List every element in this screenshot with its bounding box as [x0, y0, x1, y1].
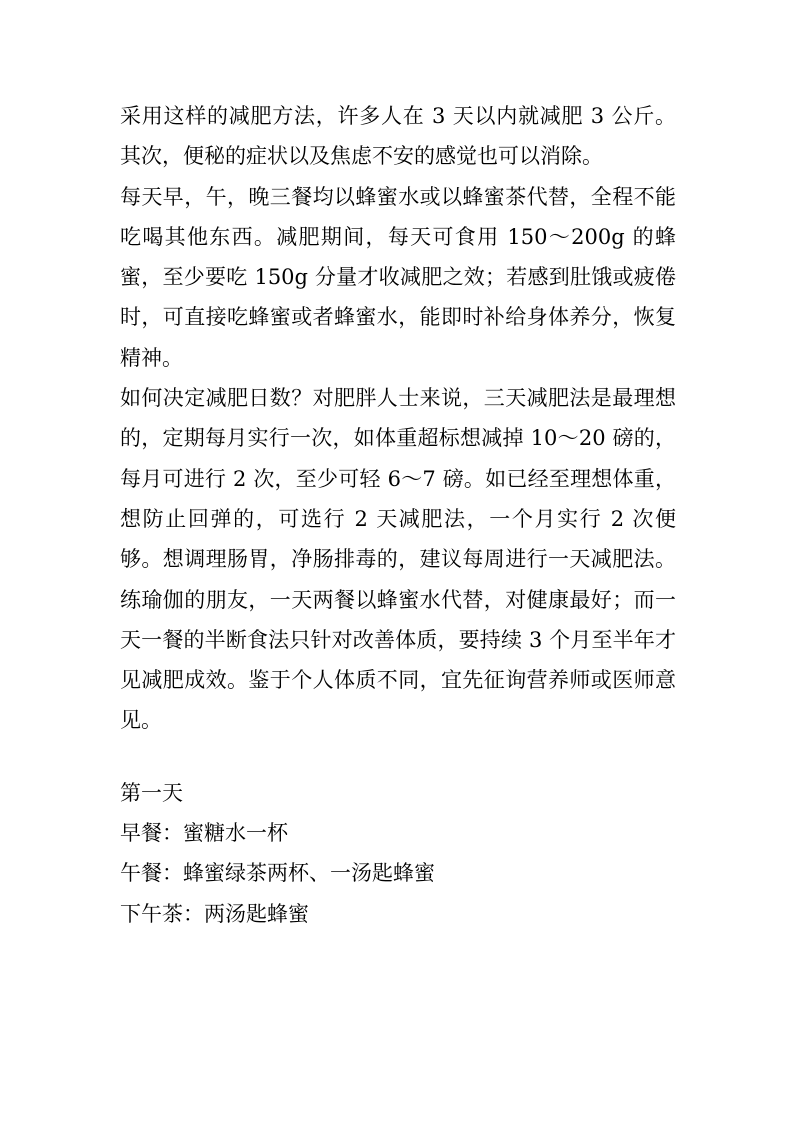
- meal-lunch: 午餐：蜂蜜绿茶两杯、一汤匙蜂蜜: [120, 861, 435, 886]
- paragraph-intro: 采用这样的减肥方法，许多人在 3 天以内就减肥 3 公斤。其次，便秘的症状以及焦虑不安的感觉也可以消除。: [120, 104, 676, 169]
- paragraph-method: 每天早，午，晚三餐均以蜂蜜水或以蜂蜜茶代替，全程不能吃喝其他东西。减肥期间，每天可食用 150～200g 的蜂蜜，至少要吃 150g 分量才收减肥之效；若感到肚饿或疲倦时，可直接吃蜂蜜或者蜂蜜水，能即时补给身体养分，恢复精神。: [120, 184, 676, 370]
- document-body: [120, 96, 676, 934]
- day-title: 第一天: [120, 780, 183, 805]
- meal-afternoon-tea: 下午茶：两汤匙蜂蜜: [120, 901, 309, 926]
- section-spacer: [120, 741, 676, 773]
- paragraph-schedule: 如何决定减肥日数？对肥胖人士来说，三天减肥法是最理想的，定期每月实行一次，如体重超标想减掉 10～20 磅的，每月可进行 2 次，至少可轻 6～7 磅。如已经至理想体重，想防止回弹的，可选行 2 天减肥法，一个月实行 2 次便够。想调理肠胃，净肠排毒的，建议每周进行一天减肥法。练瑜伽的朋友，一天两餐以蜂蜜水代替，对健康最好；而一天一餐的半断食法只针对改善体质，要持续 3 个月至半年才见减肥成效。鉴于个人体质不同，宜先征询营养师或医师意见。: [120, 386, 676, 733]
- meal-breakfast: 早餐：蜜糖水一杯: [120, 821, 288, 846]
